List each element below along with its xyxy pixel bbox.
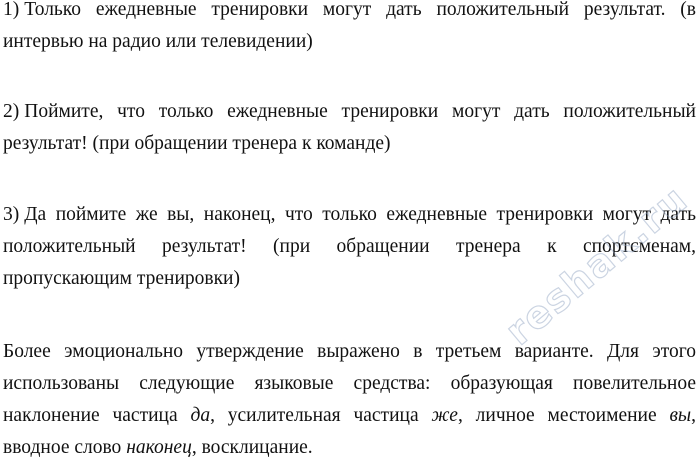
watermark-logo: reshak.ru <box>497 176 697 354</box>
conclusion-part-1: Более эмоционально утверждение выражено в третьем варианте. Для этого использованы следующие языковые средства: образующая повелительное наклонение частица <box>3 341 696 426</box>
word-zhe: же <box>431 405 458 426</box>
example-1-text: Только ежедневные тренировки могут дать положительный результат. (в интервью на радио или телевидении) <box>3 0 696 52</box>
conclusion-paragraph <box>3 336 696 464</box>
example-2-text: Поймите, что только ежедневные тренировки могут дать положительный результат! (при обращении тренера к команде) <box>3 101 696 154</box>
example-3 <box>3 199 696 295</box>
example-1-number: 1) <box>3 0 20 20</box>
word-nakonets: наконец <box>126 437 192 458</box>
example-1 <box>3 0 696 58</box>
conclusion-part-2: , усилительная частица <box>210 405 432 426</box>
word-vy: вы <box>669 405 692 426</box>
example-3-text: Да поймите же вы, наконец, что только ежедневные тренировки могут дать положительный результат! (при обращении тренера к спортсменам, пропускающим тренировки) <box>3 204 696 289</box>
conclusion-part-5: , восклицание. <box>191 437 313 458</box>
example-2-number: 2) <box>3 101 20 122</box>
example-2 <box>3 96 696 160</box>
example-3-number: 3) <box>3 204 20 225</box>
conclusion-part-4: , вводное слово <box>3 405 696 458</box>
conclusion-part-3: , личное местоимение <box>457 405 670 426</box>
word-da: да <box>190 405 211 426</box>
